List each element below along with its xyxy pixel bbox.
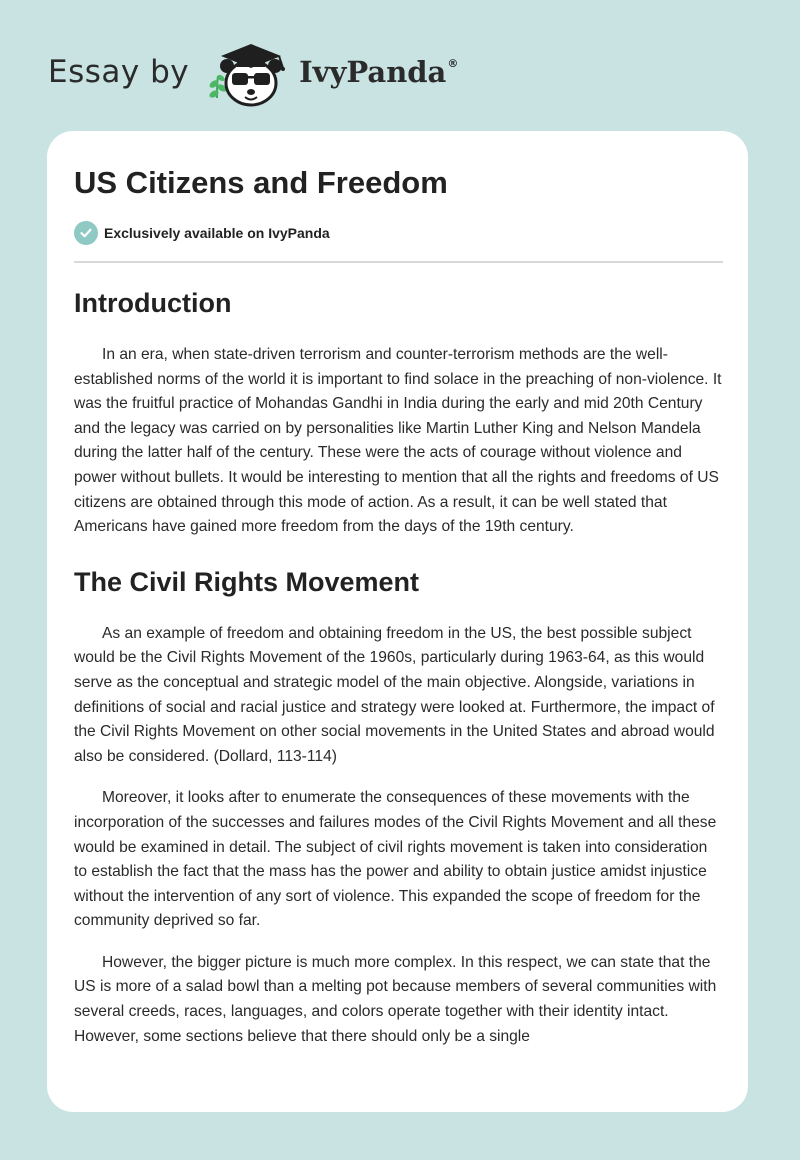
brand-header[interactable] [48, 36, 458, 108]
check-icon [74, 221, 98, 245]
essay-card [47, 131, 748, 1112]
page-title: US Citizens and Freedom [74, 165, 448, 200]
brand-name [299, 55, 458, 89]
paragraph: However, the bigger picture is much more complex. In this respect, we can state that the US is more of a salad bowl than a melting pot because members of several communities with several creeds, races, languages, and colors operate together with their identity intact. However, some sections believe that there should only be a single [74, 953, 717, 1045]
paragraph: In an era, when state-driven terrorism and counter-terrorism methods are the well-established norms of the world it is important to find solace in the preaching of non-violence. It was the fruitful practice of Mohandas Gandhi in India during the early and mid 20th Century and the legacy was carried on by personalities like Martin Luther King and Nelson Mandela during the latter half of the century. These were the acts of courage without violence and power without bullets. It would be interesting to mention that all the rights and freedoms of US citizens are obtained through this mode of action. As a result, it can be well stated that Americans have gained more freedom from the days of the 19th century. [74, 346, 722, 536]
exclusive-badge [74, 221, 330, 245]
divider [74, 261, 723, 263]
registered-mark: ® [447, 57, 459, 70]
brand-name-text: IvyPanda [299, 55, 447, 89]
brand-prefix: Essay by [48, 54, 190, 90]
section-heading: The Civil Rights Movement [74, 566, 420, 597]
article-body [74, 281, 724, 1049]
exclusive-label: Exclusively available on IvyPanda [104, 225, 330, 241]
paragraph: As an example of freedom and obtaining freedom in the US, the best possible subject would be the Civil Rights Movement of the 1960s, particularly during 1963-64, as this would serve as the conceptual and strategic model of the main objective. Alongside, variations in definitions of social and racial justice and strategy were looked at. Furthermore, the impact of the Civil Rights Movement on other social movements in the United States and abroad would also be considered. (Dollard, 113-114) [74, 624, 715, 765]
panda-logo-icon [205, 36, 297, 108]
section-heading: Introduction [74, 288, 232, 318]
paragraph: Moreover, it looks after to enumerate the consequences of these movements with the incorporation of the successes and failures modes of the Civil Rights Movement and all these would be examined in detail. The subject of civil rights movement is taken into consideration to establish the fact that the mass has the power and ability to obtain justice amidst injustice without the intervention of any sort of violence. This expanded the scope of freedom for the community deprived so far. [74, 789, 717, 930]
